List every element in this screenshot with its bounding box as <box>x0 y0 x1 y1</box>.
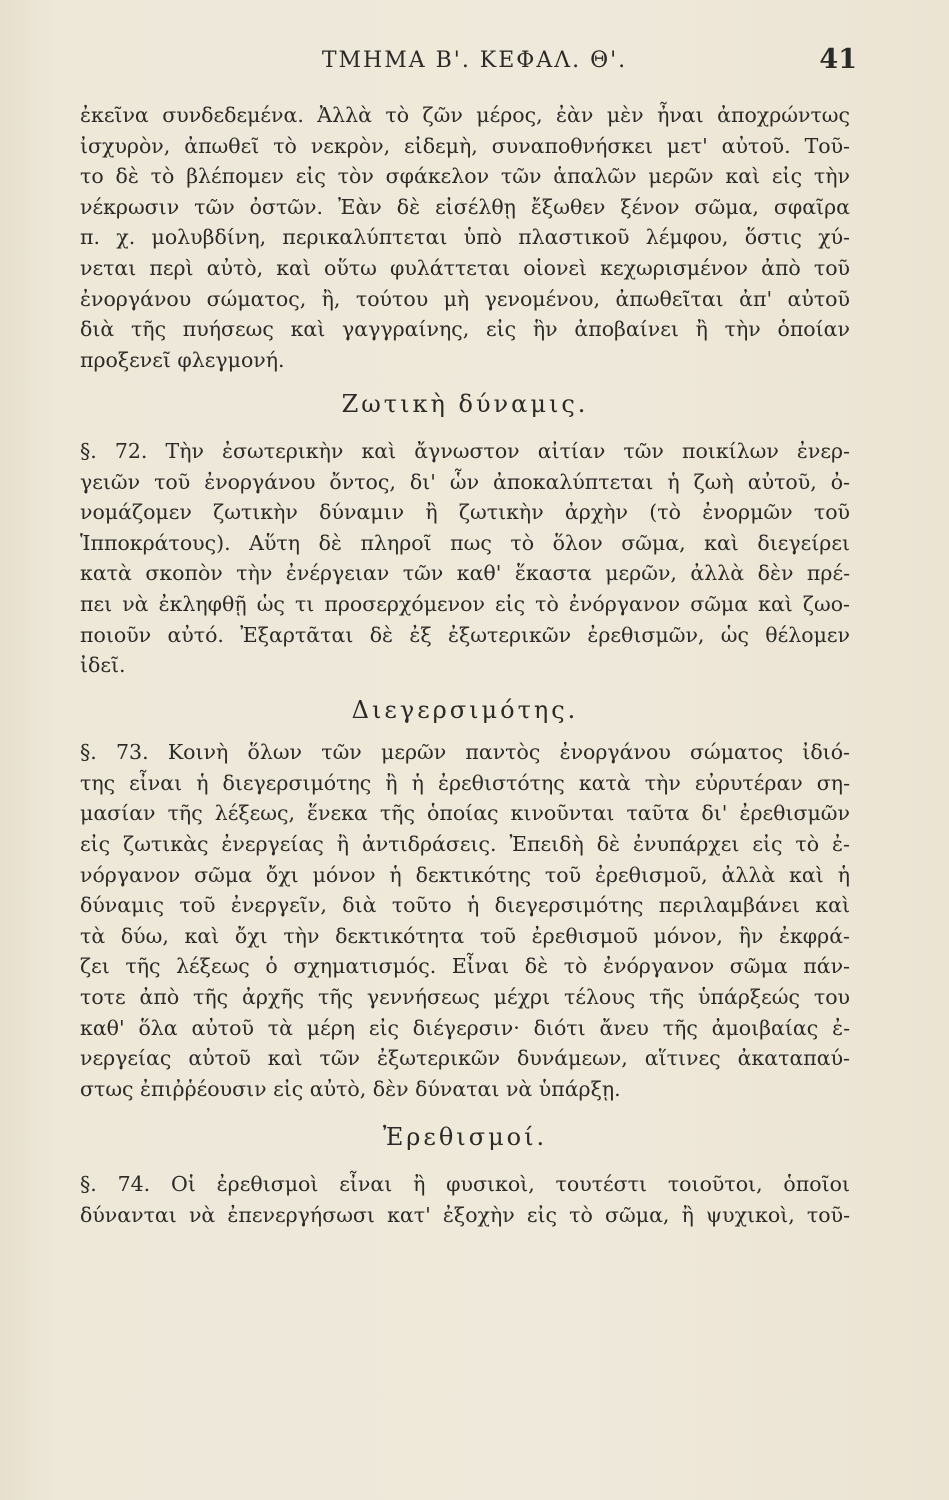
text-line: δύναμις τοῦ ἐνεργεῖν, διὰ τοῦτο ἡ διεγερσιμότης περιλαμβάνει καὶ <box>80 893 850 918</box>
text-line: §. 72. Τὴν ἐσωτερικὴν καὶ ἄγνωστον αἰτίαν τῶν ποικίλων ἐνερ- <box>80 438 850 463</box>
running-head: ΤΜΗΜΑ Β'. ΚΕΦΑΛ. Θ'. <box>321 48 628 73</box>
text-line: της εἶναι ἡ διεγερσιμότης ἢ ἡ ἐρεθιστότης κατὰ τὴν εὐρυτέραν ση- <box>80 770 850 795</box>
text-line: το δὲ τὸ βλέπομεν εἰς τὸν σφάκελον τῶν ἁπαλῶν μερῶν καὶ εἰς τὴν <box>80 164 850 189</box>
text-line: νεργείας αὐτοῦ καὶ τῶν ἐξωτερικῶν δυνάμεων, αἵτινες ἀκαταπαύ- <box>80 1046 850 1071</box>
text-line: νέκρωσιν τῶν ὀστῶν. Ἐὰν δὲ εἰσέλθῃ ἔξωθεν ξένον σῶμα, σφαῖρα <box>80 194 850 219</box>
text-line: §. 73. Κοινὴ ὅλων τῶν μερῶν παντὸς ἐνοργάνου σώματος ἰδιό- <box>80 740 850 765</box>
text-line: στως ἐπιῤῥέουσιν εἰς αὐτὸ, δὲν δύναται νὰ ὑπάρξῃ. <box>80 1076 621 1101</box>
text-line: §. 74. Οἱ ἐρεθισμοὶ εἶναι ἢ φυσικοὶ, τουτέστι τοιοῦτοι, ὁποῖοι <box>80 1172 850 1196</box>
section-heading: Ἐρεθισμοί. <box>382 1123 548 1152</box>
text-line: γειῶν τοῦ ἐνοργάνου ὄντος, δι' ὧν ἀποκαλύπτεται ἡ ζωὴ αὐτοῦ, ὀ- <box>80 469 850 494</box>
text-line: ποιοῦν αὐτό. Ἐξαρτᾶται δὲ ἐξ ἐξωτερικῶν ἐρεθισμῶν, ὡς θέλομεν <box>80 622 850 647</box>
text-line: εἰς ζωτικὰς ἐνεργείας ἢ ἀντιδράσεις. Ἐπειδὴ δὲ ἐνυπάρχει εἰς τὸ ἐ- <box>80 832 850 857</box>
text-line: ἐνοργάνου σώματος, ἢ, τούτου μὴ γενομένου, ἀπωθεῖται ἀπ' αὐτοῦ <box>80 286 850 311</box>
text-line: διὰ τῆς πυήσεως καὶ γαγγραίνης, εἰς ἣν ἀποβαίνει ἢ τὴν ὁποίαν <box>80 317 850 342</box>
text-line: νόργανον σῶμα ὄχι μόνον ἡ δεκτικότης τοῦ ἐρεθισμοῦ, ἀλλὰ καὶ ἡ <box>80 862 850 887</box>
text-line: ἰσχυρὸν, ἀπωθεῖ τὸ νεκρὸν, εἰδεμὴ, συναποθνήσκει μετ' αὐτοῦ. Τοῦ- <box>80 133 850 158</box>
text-line: κατὰ σκοπὸν τὴν ἐνέργειαν τῶν καθ' ἕκαστα μερῶν, ἀλλὰ δὲν πρέ- <box>80 561 850 586</box>
text-line: ἐκεῖνα συνδεδεμένα. Ἀλλὰ τὸ ζῶν μέρος, ἐὰν μὲν ἦναι ἀποχρώντως <box>80 103 850 127</box>
text-line: τὰ δύω, καὶ ὄχι τὴν δεκτικότητα τοῦ ἐρεθισμοῦ μόνον, ἣν ἐκφρά- <box>80 923 850 948</box>
text-line: νεται περὶ αὐτὸ, καὶ οὕτω φυλάττεται οἱονεὶ κεχωρισμένον ἀπὸ τοῦ <box>80 255 850 280</box>
section-heading: Διεγερσιμότης. <box>351 695 579 724</box>
text-line: πει νὰ ἐκληφθῇ ὡς τι προσερχόμενον εἰς τὸ ἐνόργανον σῶμα καὶ ζωο- <box>80 591 850 616</box>
text-line: ἰδεῖ. <box>80 653 126 678</box>
text-line: νομάζομεν ζωτικὴν δύναμιν ἢ ζωτικὴν ἀρχὴν (τὸ ἐνορμῶν τοῦ <box>80 500 850 525</box>
text-line: μασίαν τῆς λέξεως, ἕνεκα τῆς ὁποίας κινοῦνται ταῦτα δι' ἐρεθισμῶν <box>80 801 850 826</box>
text-line: τοτε ἀπὸ τῆς ἀρχῆς τῆς γεννήσεως μέχρι τέλους τῆς ὑπάρξεώς του <box>80 985 850 1010</box>
text-line: προξενεῖ φλεγμονή. <box>80 347 285 372</box>
text-line: δύνανται νὰ ἐπενεργήσωσι κατ' ἐξοχὴν εἰς τὸ σῶμα, ἢ ψυχικοὶ, τοῦ- <box>80 1202 850 1227</box>
page-number: 41 <box>819 44 857 75</box>
text-line: Ἱπποκράτους). Αὕτη δὲ πληροῖ πως τὸ ὅλον σῶμα, καὶ διεγείρει <box>80 530 850 555</box>
section-heading: Ζωτικὴ δύναμις. <box>341 390 589 419</box>
body-text <box>80 100 850 1230</box>
text-line: καθ' ὅλα αὐτοῦ τὰ μέρη εἰς διέγερσιν· διότι ἄνευ τῆς ἀμοιβαίας ἐ- <box>80 1015 850 1040</box>
page-header <box>0 44 949 84</box>
text-line: π. χ. μολυβδίνη, περικαλύπτεται ὑπὸ πλαστικοῦ λέμφου, ὅστις χύ- <box>80 225 850 250</box>
text-line: ζει τῆς λέξεως ὁ σχηματισμός. Εἶναι δὲ τὸ ἐνόργανον σῶμα πάν- <box>80 954 850 979</box>
